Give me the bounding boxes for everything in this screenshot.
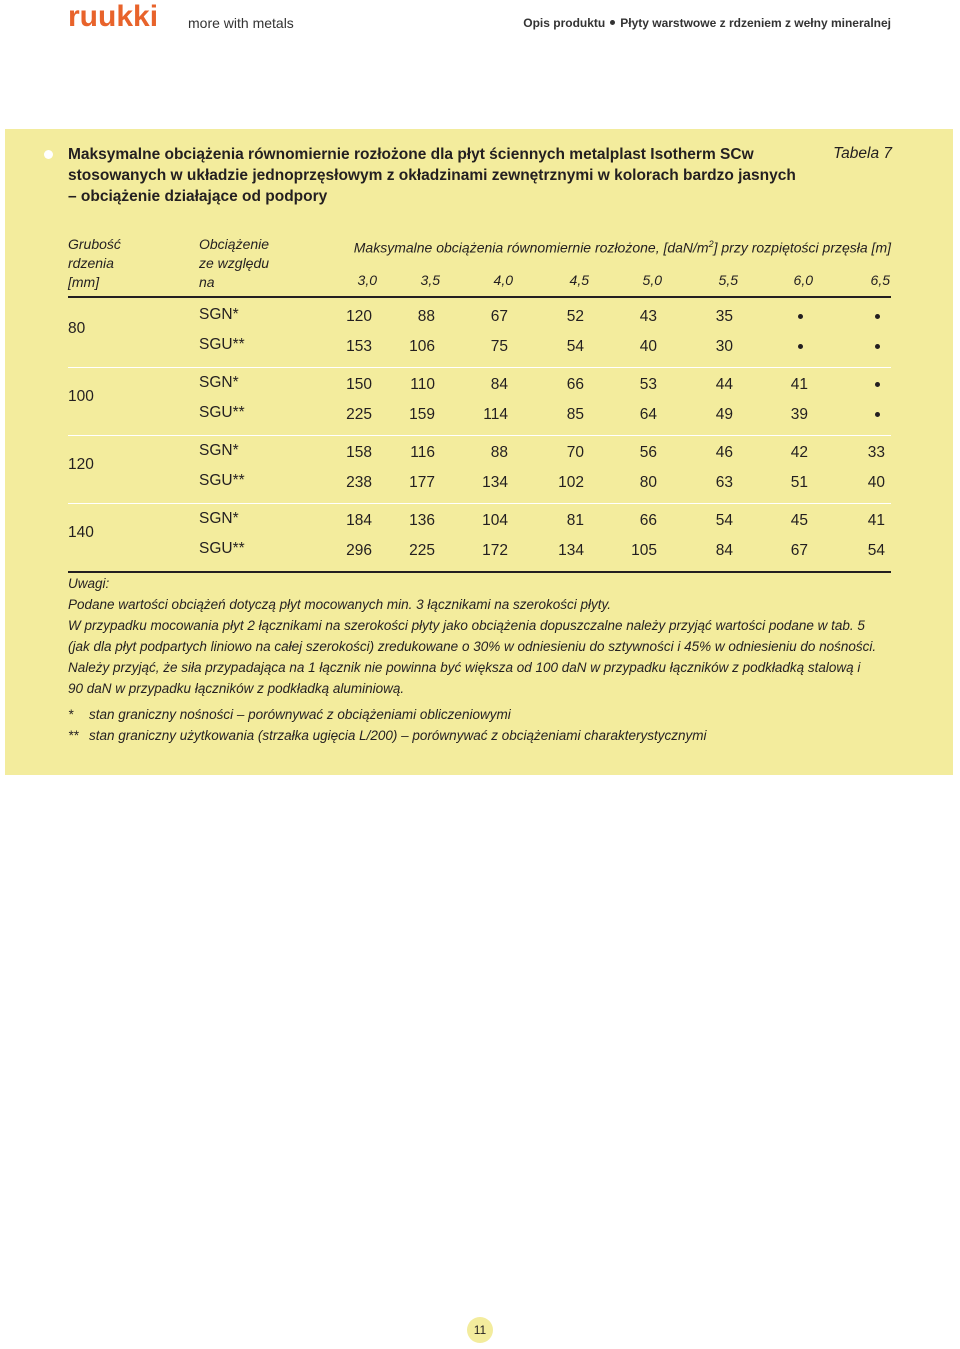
table-cell: 54 [566,338,584,355]
notes [68,573,898,699]
table-cell: 67 [790,542,808,559]
table-cell: 75 [490,338,508,355]
table-cell: 238 [346,474,372,491]
note-line: Podane wartości obciążeń dotyczą płyt mocowanych min. 3 łącznikami na szerokości płyty. [68,597,611,612]
table-cell: 44 [715,376,733,393]
table-cell: 159 [409,406,435,423]
table-cell: 51 [790,474,808,491]
no-value-dot-icon [875,314,880,319]
table-cell: 49 [715,406,733,423]
table-cell: 85 [566,406,584,423]
table-cell: 88 [417,308,435,325]
table-cell: 70 [566,444,584,461]
header-breadcrumb [523,16,891,30]
table-cell: 39 [790,406,808,423]
table-number: Tabela 7 [833,145,892,162]
table-cell: 66 [566,376,584,393]
table-cell: 114 [483,406,508,423]
svg-text:ruukki: ruukki [68,4,159,30]
ruukki-logo [68,4,180,30]
load-type-label: SGU** [199,336,245,353]
table-cell: 80 [639,474,657,491]
span-value: 3,5 [420,272,440,288]
table-cell: 134 [558,542,584,559]
table-cell: 84 [490,376,508,393]
load-type-header: Obciążenie ze względu na [199,236,270,290]
span-value: 6,0 [793,272,813,288]
footnote-text: stan graniczny użytkowania (strzałka ugięcia L/200) – porównywać z obciążeniami charakterystycznymi [89,728,707,743]
table-cell: 52 [566,308,584,325]
thickness-value: 120 [68,456,94,473]
section-label: Opis produktu [523,16,606,30]
load-type-label: SGN* [199,306,239,323]
load-type-label: SGU** [199,404,245,421]
span-header: Maksymalne obciążenia równomiernie rozłożone, $[daN/m^2]$ przy rozpiętości przęsła [m] [353,239,891,256]
table-cell: 136 [409,512,435,529]
row-divider [68,435,891,436]
span-value: 4,5 [569,272,589,288]
note-line: (jak dla płyt podpartych liniowo na całej szerokości) zredukowane o 30% w odniesieniu do sztywności i 45% w odniesieniu do nośności. [68,639,877,654]
note-line: 90 daN w przypadku łączników z podkładką aluminiową. [68,681,405,696]
table-cell: 41 [867,512,885,529]
span-value: 3,0 [357,272,377,288]
table-cell: 53 [639,376,657,393]
span-value: 4,0 [493,272,513,288]
table-cell: 81 [566,512,584,529]
table-cell: 88 [490,444,508,461]
table-cell: 63 [715,474,733,491]
tagline: more with metals [188,15,294,31]
table-cell: 116 [410,444,435,461]
no-value-dot-icon [875,382,880,387]
table-cell: 46 [715,444,733,461]
load-type-label: SGU** [199,540,245,557]
span-value: 5,5 [718,272,738,288]
footnote-text: stan graniczny nośności – porównywać z obciążeniami obliczeniowymi [89,707,511,722]
table-title: Maksymalne obciążenia równomiernie rozłożone dla płyt ściennych metalplast Isotherm SCw stosowanych w układzie jednoprzęsłowym z okładzinami zewnętrznymi w kolorach bardzo jasnych – obciążenie działające od podpory [68,146,796,205]
table-cell: 120 [346,308,372,325]
table-cell: 150 [346,376,372,393]
row-divider [68,367,891,368]
table-cell: 134 [482,474,508,491]
table-cell: 43 [639,308,657,325]
table-cell: 102 [558,474,584,491]
load-type-label: SGN* [199,442,239,459]
table-cell: 64 [639,406,657,423]
table-cell: 67 [490,308,508,325]
page-header [0,0,960,40]
table-cell: 153 [346,338,372,355]
table-cell: 177 [409,474,435,491]
table-cell: 66 [639,512,657,529]
table-cell: 84 [715,542,733,559]
table-cell: 56 [639,444,657,461]
notes-heading: Uwagi: [68,576,110,591]
table-cell: 54 [715,512,733,529]
table-cell: 225 [409,542,435,559]
thickness-value: 80 [68,320,86,337]
bullet-icon [610,20,615,25]
span-value: 6,5 [870,272,890,288]
load-type-label: SGU** [199,472,245,489]
no-value-dot-icon [798,344,803,349]
table-cell: 33 [867,444,885,461]
table-cell: 35 [715,308,733,325]
table-cell: 172 [482,542,508,559]
no-value-dot-icon [875,412,880,417]
note-line: Należy przyjąć, że siła przypadająca na 1 łącznik nie powinna być większa od 100 daN w przypadku łączników z podkładką stalową i [68,660,861,675]
table-cell: 106 [409,338,435,355]
no-value-dot-icon [798,314,803,319]
table-cell: 110 [410,376,435,393]
table-cell: 42 [790,444,808,461]
page-number: 11 [467,1317,493,1343]
table-cell: 104 [482,512,508,529]
table-cell: 184 [346,512,372,529]
thickness-value: 140 [68,524,94,541]
load-type-label: SGN* [199,374,239,391]
subsection-label: Płyty warstwowe z rdzeniem z wełny mineralnej [620,16,891,30]
table-cell: 105 [631,542,657,559]
table-cell: 41 [790,376,808,393]
footnote-mark: ** [68,728,79,743]
table-cell: 45 [790,512,808,529]
table-cell: 30 [715,338,733,355]
note-line: W przypadku mocowania płyt 2 łącznikami na szerokości płyty jako obciążenia dopuszczalne należy przyjąć wartości podane w tab. 5 [68,618,865,633]
load-type-label: SGN* [199,510,239,527]
table-cell: 158 [346,444,372,461]
footnote-mark: * [68,707,74,722]
table-cell: 225 [346,406,372,423]
thickness-value: 100 [68,388,94,405]
bullet-icon [44,150,53,159]
no-value-dot-icon [875,344,880,349]
table-cell: 40 [639,338,657,355]
thickness-header: Grubość rdzenia [mm] [68,236,121,290]
table-cell: 296 [346,542,372,559]
row-divider [68,503,891,504]
span-value: 5,0 [642,272,662,288]
header-rule [68,296,891,298]
table-cell: 40 [867,474,885,491]
table-cell: 54 [867,542,885,559]
